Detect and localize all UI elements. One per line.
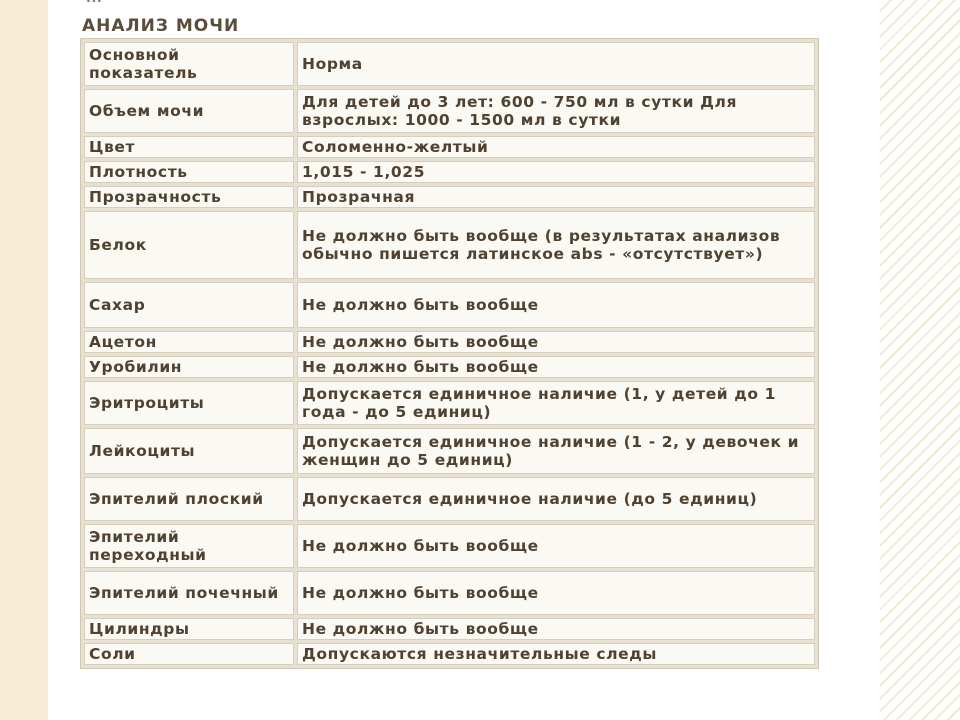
table-row xyxy=(84,356,815,378)
table-row xyxy=(84,211,815,279)
row-norm: Не должно быть вообще (в результатах анализов обычно пишется латинское abs - «отсутствует») xyxy=(297,211,815,279)
row-indicator: Прозрачность xyxy=(84,186,294,208)
table-row xyxy=(84,161,815,183)
document-title: АНАЛИЗ МОЧИ xyxy=(82,16,240,36)
row-norm: Не должно быть вообще xyxy=(297,524,815,568)
header-norm-cell: Норма xyxy=(297,42,815,86)
row-indicator: Объем мочи xyxy=(84,89,294,133)
row-norm: Для детей до 3 лет: 600 - 750 мл в сутки Для взрослых: 1000 - 1500 мл в сутки xyxy=(297,89,815,133)
row-indicator: Сахар xyxy=(84,282,294,328)
table-row xyxy=(84,524,815,568)
row-indicator: Эпителий переходный xyxy=(84,524,294,568)
bottom-white-strip xyxy=(48,706,880,720)
row-indicator: Цилиндры xyxy=(84,618,294,640)
table-row xyxy=(84,428,815,474)
table-row xyxy=(84,477,815,521)
row-indicator: Ацетон xyxy=(84,331,294,353)
urine-analysis-table xyxy=(80,38,819,669)
table-row xyxy=(84,282,815,328)
row-indicator: Цвет xyxy=(84,136,294,158)
table-row xyxy=(84,186,815,208)
right-striped-background xyxy=(880,0,960,720)
row-norm: Не должно быть вообще xyxy=(297,282,815,328)
document-image xyxy=(48,0,880,706)
table-header-row xyxy=(84,42,815,86)
table-row xyxy=(84,571,815,615)
row-indicator: Лейкоциты xyxy=(84,428,294,474)
row-indicator: Плотность xyxy=(84,161,294,183)
row-indicator: Эпителий плоский xyxy=(84,477,294,521)
row-indicator: Эритроциты xyxy=(84,381,294,425)
cropped-heading-text xyxy=(86,0,102,6)
row-indicator: Соли xyxy=(84,643,294,665)
row-norm: Допускается единичное наличие (до 5 единиц) xyxy=(297,477,815,521)
table-row xyxy=(84,331,815,353)
header-indicator-cell: Основной показатель xyxy=(84,42,294,86)
row-indicator: Эпителий почечный xyxy=(84,571,294,615)
table-row xyxy=(84,618,815,640)
table-row xyxy=(84,136,815,158)
row-indicator: Белок xyxy=(84,211,294,279)
row-norm: 1,015 - 1,025 xyxy=(297,161,815,183)
row-norm: Не должно быть вообще xyxy=(297,618,815,640)
row-norm: Допускается единичное наличие (1, у детей до 1 года - до 5 единиц) xyxy=(297,381,815,425)
row-norm: Не должно быть вообще xyxy=(297,571,815,615)
table-row xyxy=(84,381,815,425)
row-indicator: Уробилин xyxy=(84,356,294,378)
row-norm: Соломенно-желтый xyxy=(297,136,815,158)
table-row xyxy=(84,89,815,133)
row-norm: Допускается единичное наличие (1 - 2, у девочек и женщин до 5 единиц) xyxy=(297,428,815,474)
left-background-band xyxy=(0,0,48,720)
row-norm: Не должно быть вообще xyxy=(297,331,815,353)
row-norm: Не должно быть вообще xyxy=(297,356,815,378)
row-norm: Прозрачная xyxy=(297,186,815,208)
table-row xyxy=(84,643,815,665)
row-norm: Допускаются незначительные следы xyxy=(297,643,815,665)
